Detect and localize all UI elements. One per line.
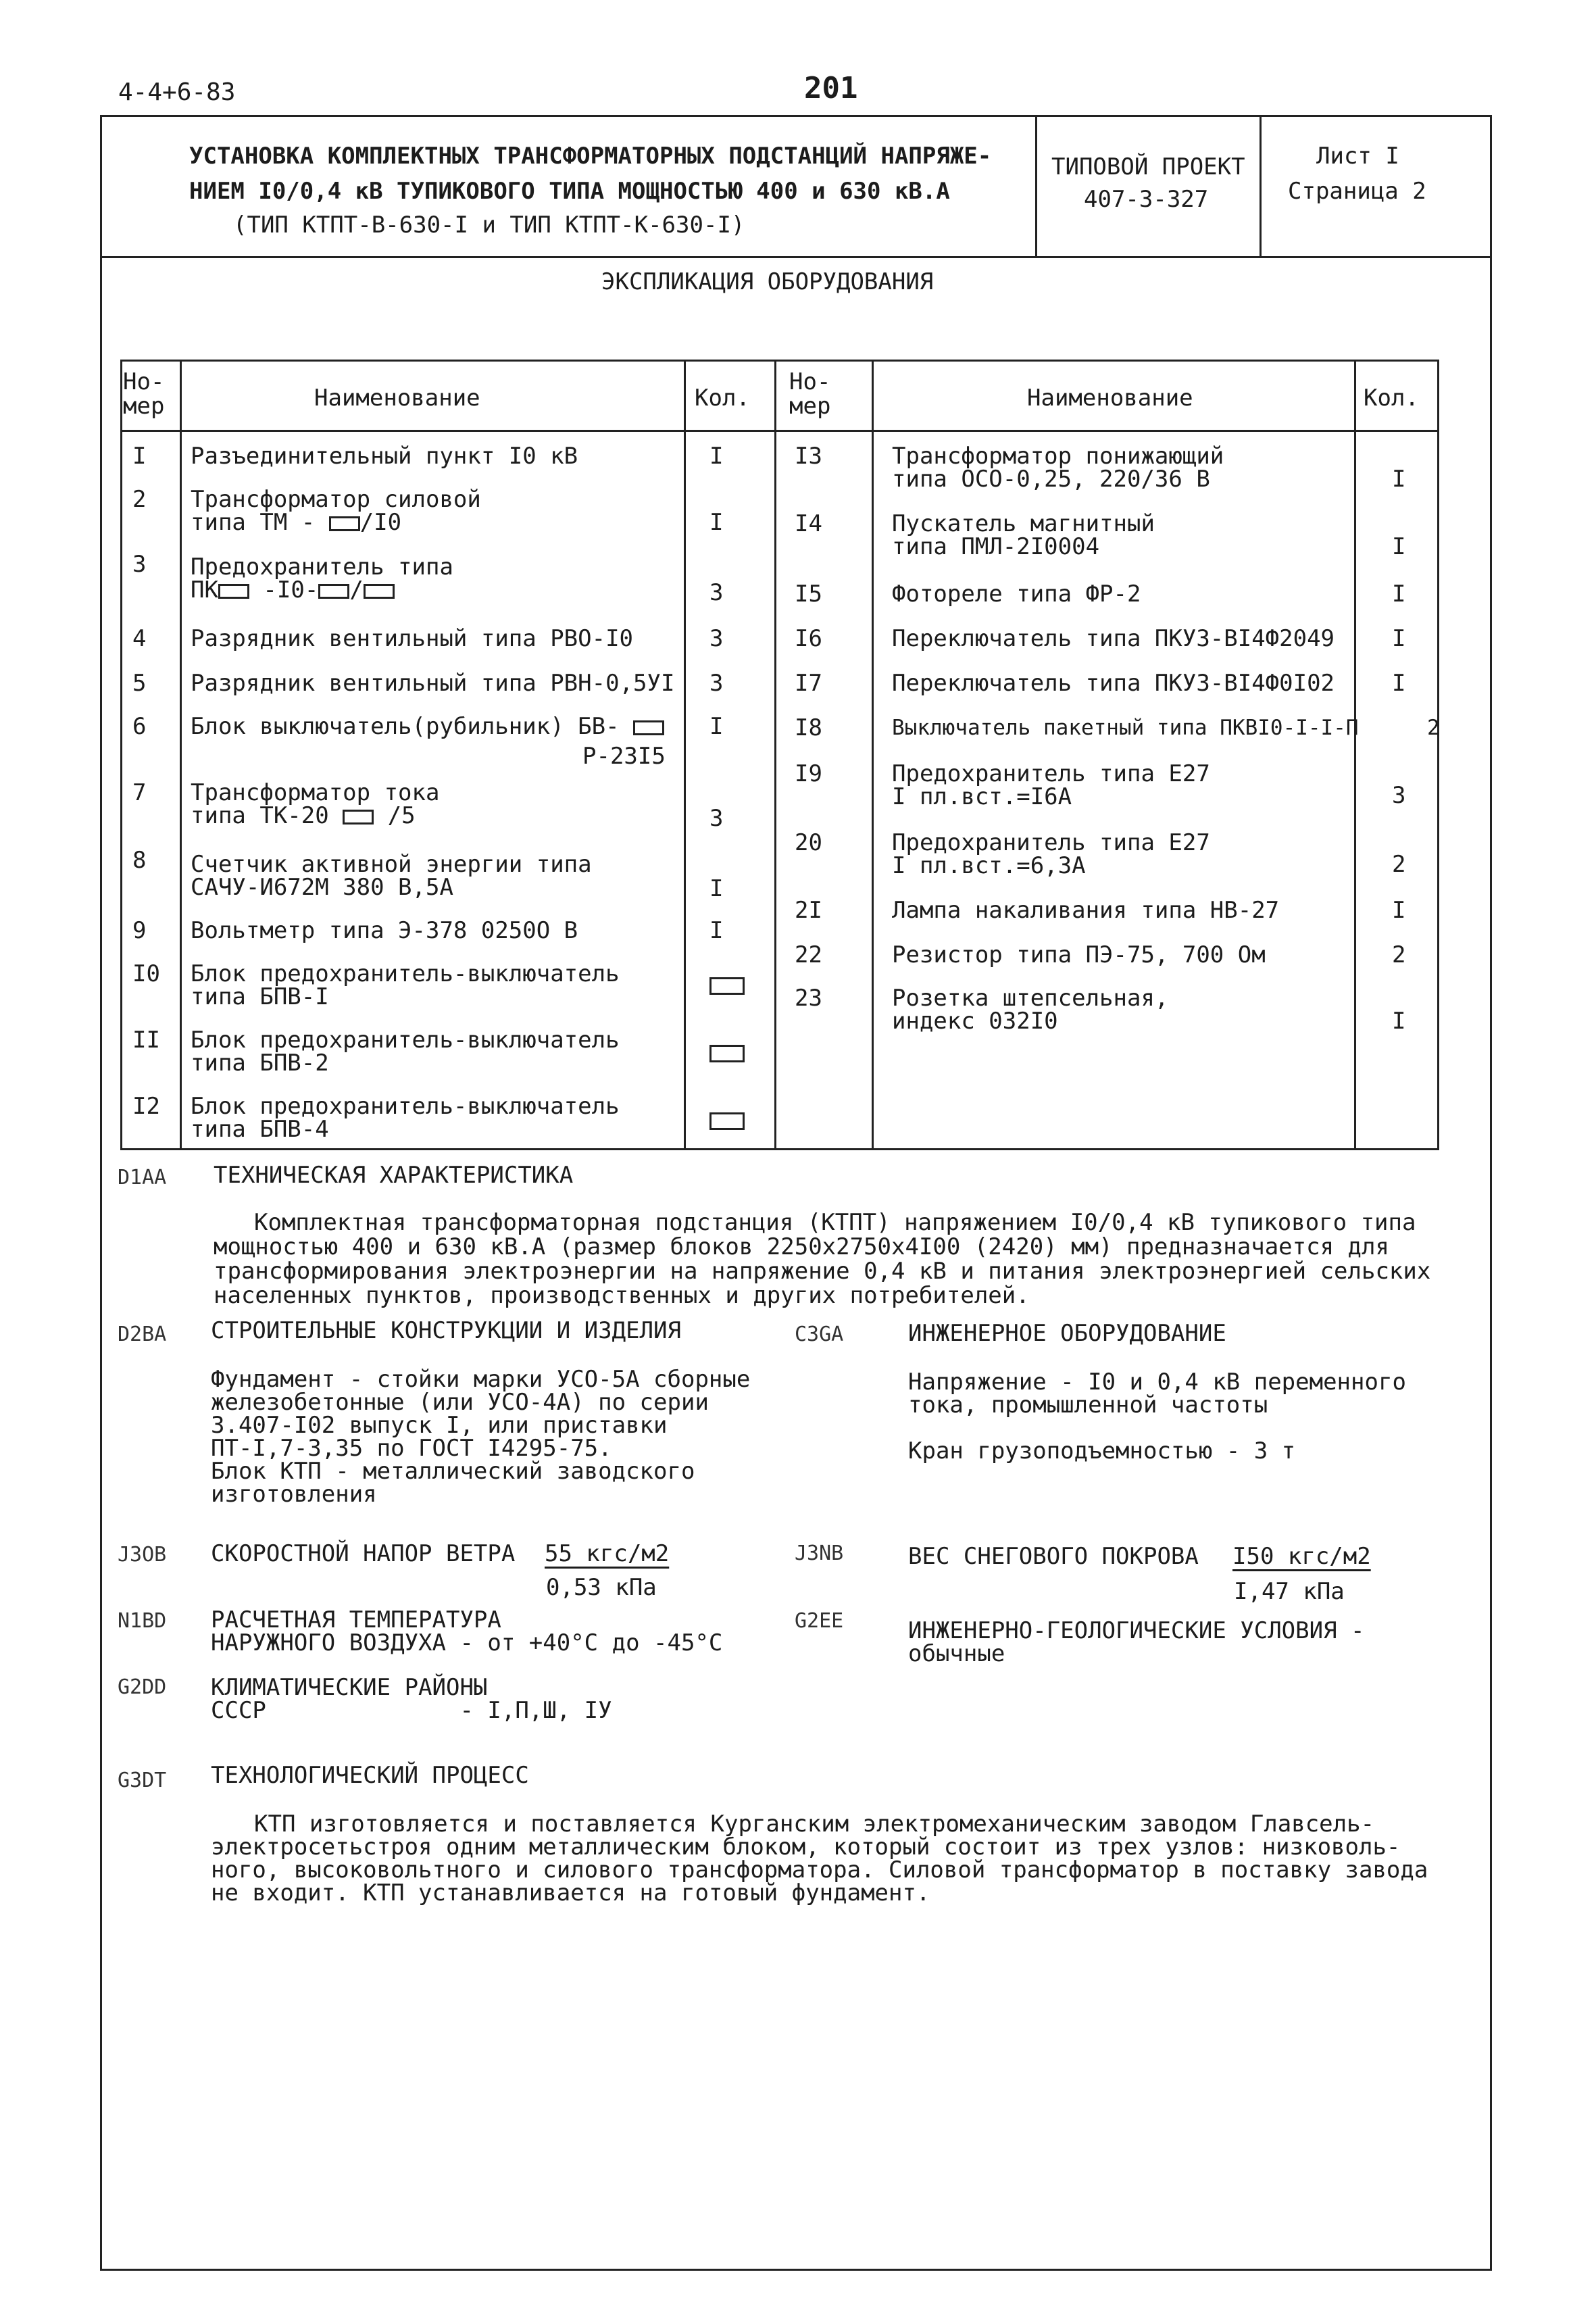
title-line-2: НИЕМ I0/0,4 кВ ТУПИКОВОГО ТИПА МОЩНОСТЬЮ 400 и 630 кВ.А: [189, 178, 950, 205]
row-name-2: типа ПМЛ-2I0004: [892, 533, 1100, 560]
project-label: ТИПОВОЙ ПРОЕКТ: [1051, 153, 1245, 180]
climate-line: КЛИМАТИЧЕСКИЕ РАЙОНЫ: [211, 1674, 488, 1701]
engineering-line: Кран грузоподъемностью - 3 т: [908, 1437, 1296, 1464]
row-name: Предохранитель типа Е27: [892, 829, 1210, 856]
row-name-2: [191, 576, 395, 604]
row-qty: 3: [709, 579, 724, 606]
row-name: Трансформатор понижающий: [892, 443, 1224, 470]
row-name: Выключатель пакетный типа ПКВI0-I-I-П: [892, 716, 1359, 740]
row-name-2: [191, 511, 401, 534]
row-name-2: индекс 032I0: [892, 1008, 1058, 1035]
wind-label: СКОРОСТНОЙ НАПОР ВЕТРА: [211, 1540, 516, 1567]
section-code: G2EE: [795, 1609, 844, 1633]
row-name-text: /I0: [359, 509, 402, 536]
row-qty: 3: [709, 625, 724, 652]
row-number: 2: [132, 486, 147, 513]
row-qty: I: [1392, 897, 1406, 924]
row-name-2: САЧУ-И672М 380 В,5А: [191, 874, 453, 901]
row-name: Разрядник вентильный типа РВН-0,5УI: [191, 670, 675, 697]
row-name-2: Р-23I5: [582, 743, 666, 770]
header-name-left: Наименование: [314, 385, 480, 412]
frame-left: [100, 257, 102, 2271]
row-name: Фотореле типа ФР-2: [892, 581, 1141, 608]
row-number: I0: [132, 960, 160, 987]
row-name-2: типа БПВ-4: [191, 1116, 329, 1143]
tech-paragraph-line: трансформирования электроэнергии на напряжение 0,4 кВ и питания электроэнергией сельских: [214, 1258, 1431, 1285]
row-name: Счетчик активной энергии типа: [191, 851, 592, 878]
row-number: 23: [795, 985, 822, 1012]
row-number: 5: [132, 670, 147, 697]
row-number: 8: [132, 847, 147, 874]
section-code: J3OB: [118, 1543, 167, 1567]
table-col-5: [1354, 360, 1356, 1150]
blank-value-box: [364, 584, 395, 599]
wind-value-kpa: 0,53 кПа: [546, 1574, 657, 1601]
table-col-2: [684, 360, 686, 1150]
section-code: G3DT: [118, 1769, 167, 1792]
row-qty: [709, 973, 745, 996]
row-name: Блок предохранитель-выключатель: [191, 960, 620, 987]
snow-value-kgs: I50 кгс/м2: [1232, 1543, 1371, 1570]
row-qty: I: [709, 443, 724, 470]
constructions-line: 3.407-I02 выпуск I, или приставки: [211, 1412, 668, 1439]
process-paragraph-line: КТП изготовляется и поставляется Курганским электромеханическим заводом Главсель-: [254, 1811, 1375, 1838]
blank-qty-box: [709, 1045, 745, 1062]
row-name: Резистор типа ПЭ-75, 700 Ом: [892, 941, 1266, 968]
row-qty: [709, 1041, 745, 1064]
row-name-2: [191, 804, 416, 827]
blank-value-box: [218, 584, 249, 599]
row-name: Разъединительный пункт I0 кВ: [191, 443, 578, 470]
header-qty-right: Кол.: [1364, 385, 1419, 412]
row-number: I6: [795, 625, 822, 652]
title-line-3: (ТИП КТПТ-В-630-I и ТИП КТПТ-К-630-I): [233, 212, 745, 239]
header-name-right: Наименование: [1027, 385, 1193, 412]
row-name: Разрядник вентильный типа РВО-I0: [191, 625, 634, 652]
geology-line: обычные: [908, 1640, 1005, 1667]
snow-label: ВЕС СНЕГОВОГО ПОКРОВА: [908, 1543, 1199, 1570]
row-name: Предохранитель типа Е27: [892, 760, 1210, 787]
row-number: I4: [795, 510, 822, 537]
header-qty-left: Кол.: [695, 385, 750, 412]
row-qty: I: [709, 917, 724, 944]
header-num-left-1: Но-: [123, 368, 165, 395]
blank-qty-box: [709, 977, 745, 995]
row-qty: I: [709, 509, 724, 536]
row-number: I5: [795, 581, 822, 608]
row-number: 9: [132, 917, 147, 944]
table-header-rule: [120, 430, 1439, 432]
row-number: I: [132, 443, 147, 470]
row-qty: I: [1392, 466, 1406, 493]
row-name-2: типа БПВ-I: [191, 983, 329, 1010]
constructions-line: Фундамент - стойки марки УСО-5А сборные: [211, 1366, 751, 1393]
explication-title: ЭКСПЛИКАЦИЯ ОБОРУДОВАНИЯ: [601, 268, 934, 295]
tech-paragraph-line: населенных пунктов, производственных и других потребителей.: [214, 1282, 1030, 1309]
row-qty: I: [1392, 533, 1406, 560]
project-number: 407-3-327: [1084, 186, 1209, 213]
constructions-line: Блок КТП - металлический заводского: [211, 1458, 695, 1485]
row-name-text: типа ТМ -: [191, 509, 329, 536]
row-name-text: типа ТК-20: [191, 802, 343, 829]
document-code: 4-4+6-83: [118, 78, 236, 106]
row-qty: [709, 1108, 745, 1131]
page-number: 201: [804, 71, 858, 105]
row-number: 22: [795, 941, 822, 968]
row-qty: 3: [1392, 782, 1406, 809]
section-code: D2BA: [118, 1323, 167, 1346]
page-label: Страница 2: [1288, 178, 1426, 205]
header-num-right-2: мер: [789, 393, 831, 420]
temperature-line: РАСЧЕТНАЯ ТЕМПЕРАТУРА: [211, 1606, 501, 1633]
row-name: [191, 715, 664, 738]
section-code: C3GA: [795, 1323, 844, 1346]
row-number: I2: [132, 1093, 160, 1120]
climate-line: СССР - I,П,Ш, IУ: [211, 1697, 612, 1724]
row-number: 7: [132, 779, 147, 806]
table-col-1: [180, 360, 182, 1150]
row-name-2: типа ОСО-0,25, 220/36 В: [892, 466, 1210, 493]
section-title-process: ТЕХНОЛОГИЧЕСКИЙ ПРОЦЕСС: [211, 1762, 529, 1789]
process-paragraph-line: ного, высоковольтного и силового трансформатора. Силовой трансформатор в поставку завода: [211, 1856, 1428, 1884]
section-code: G2DD: [118, 1675, 167, 1699]
engineering-line: тока, промышленной частоты: [908, 1392, 1268, 1419]
row-qty: I: [1392, 625, 1406, 652]
row-qty: 2: [1392, 851, 1406, 878]
row-qty: I: [1392, 1008, 1406, 1035]
row-number: 20: [795, 829, 822, 856]
row-name: Предохранитель типа: [191, 553, 453, 581]
row-name: Трансформатор тока: [191, 779, 440, 806]
row-number: 6: [132, 713, 147, 740]
row-name: Переключатель типа ПКУЗ-ВI4Ф0I02: [892, 670, 1335, 697]
title-block-divider-1: [1035, 115, 1037, 258]
temperature-line: НАРУЖНОГО ВОЗДУХА - от +40°С до -45°С: [211, 1629, 723, 1656]
sheet-label: Лист I: [1316, 143, 1399, 170]
blank-value-box: [633, 720, 664, 735]
row-number: 4: [132, 625, 147, 652]
row-qty: I: [1392, 581, 1406, 608]
row-name-2: I пл.вст.=6,3А: [892, 852, 1086, 879]
row-number: 2I: [795, 897, 822, 924]
blank-qty-box: [709, 1112, 745, 1130]
row-number: II: [132, 1027, 160, 1054]
row-qty: 2: [1427, 716, 1440, 740]
frame-right: [1490, 257, 1492, 2271]
row-name: Розетка штепсельная,: [892, 985, 1169, 1012]
title-block-divider-2: [1260, 115, 1262, 258]
row-number: 3: [132, 551, 147, 578]
row-name: Вольтметр типа Э-378 0250О В: [191, 917, 578, 944]
constructions-line: изготовления: [211, 1481, 377, 1508]
tech-paragraph-line: Комплектная трансформаторная подстанция (КТПТ) напряжением I0/0,4 кВ тупикового типа: [254, 1209, 1416, 1236]
row-number: I8: [795, 714, 822, 741]
blank-value-box: [343, 810, 374, 824]
row-name-text: Блок выключатель(рубильник) БВ-: [191, 713, 620, 740]
geology-line: ИНЖЕНЕРНО-ГЕОЛОГИЧЕСКИЕ УСЛОВИЯ -: [908, 1617, 1365, 1644]
process-paragraph-line: электросетьстроя одним металлическим блоком, который состоит из трех узлов: низковоль-: [211, 1833, 1401, 1861]
section-code: N1BD: [118, 1609, 167, 1633]
frame-bottom: [100, 2269, 1492, 2271]
row-name-text: -I0-: [249, 576, 319, 604]
row-number: I9: [795, 760, 822, 787]
blank-value-box: [318, 584, 349, 599]
constructions-line: железобетонные (или УСО-4А) по серии: [211, 1389, 709, 1416]
row-name: Лампа накаливания типа НВ-27: [892, 897, 1280, 924]
row-name: Пускатель магнитный: [892, 510, 1155, 537]
section-title-tech: ТЕХНИЧЕСКАЯ ХАРАКТЕРИСТИКА: [214, 1162, 574, 1189]
row-qty: I: [1392, 670, 1406, 697]
row-name-text: ПК: [191, 576, 218, 604]
row-name: Трансформатор силовой: [191, 486, 481, 513]
table-col-3: [774, 360, 776, 1150]
row-qty: 3: [709, 805, 724, 832]
constructions-line: ПТ-I,7-3,35 по ГОСТ I4295-75.: [211, 1435, 612, 1462]
row-name-2: типа БПВ-2: [191, 1050, 329, 1077]
row-qty: I: [709, 713, 724, 740]
row-qty: 3: [709, 670, 724, 697]
row-name: Блок предохранитель-выключатель: [191, 1027, 620, 1054]
engineering-line: Напряжение - I0 и 0,4 кВ переменного: [908, 1369, 1406, 1396]
row-name: Переключатель типа ПКУЗ-ВI4Ф2049: [892, 625, 1335, 652]
section-title-constructions: СТРОИТЕЛЬНЫЕ КОНСТРУКЦИИ И ИЗДЕЛИЯ: [211, 1317, 681, 1344]
process-paragraph-line: не входит. КТП устанавливается на готовый фундамент.: [211, 1879, 930, 1906]
row-number: I3: [795, 443, 822, 470]
row-name-text: /: [349, 576, 364, 604]
blank-value-box: [329, 516, 360, 531]
header-num-right-1: Но-: [789, 368, 831, 395]
row-name-text: /5: [374, 802, 416, 829]
title-line-1: УСТАНОВКА КОМПЛЕКТНЫХ ТРАНСФОРМАТОРНЫХ ПОДСТАНЦИЙ НАПРЯЖЕ-: [189, 143, 992, 170]
row-qty: I: [709, 875, 724, 902]
section-title-engineering: ИНЖЕНЕРНОЕ ОБОРУДОВАНИЕ: [908, 1320, 1226, 1347]
row-qty: 2: [1392, 941, 1406, 968]
header-num-left-2: мер: [123, 393, 165, 420]
row-name-2: I пл.вст.=I6А: [892, 783, 1072, 810]
row-name: Блок предохранитель-выключатель: [191, 1093, 620, 1120]
wind-value-kgs: 55 кгс/м2: [545, 1540, 670, 1567]
table-col-4: [872, 360, 874, 1150]
row-number: I7: [795, 670, 822, 697]
tech-paragraph-line: мощностью 400 и 630 кВ.А (размер блоков 2250х2750х4I00 (2420) мм) предназначается для: [214, 1233, 1389, 1260]
section-code: J3NB: [795, 1542, 844, 1565]
snow-value-kpa: I,47 кПа: [1234, 1578, 1345, 1605]
section-code: D1AA: [118, 1166, 167, 1189]
